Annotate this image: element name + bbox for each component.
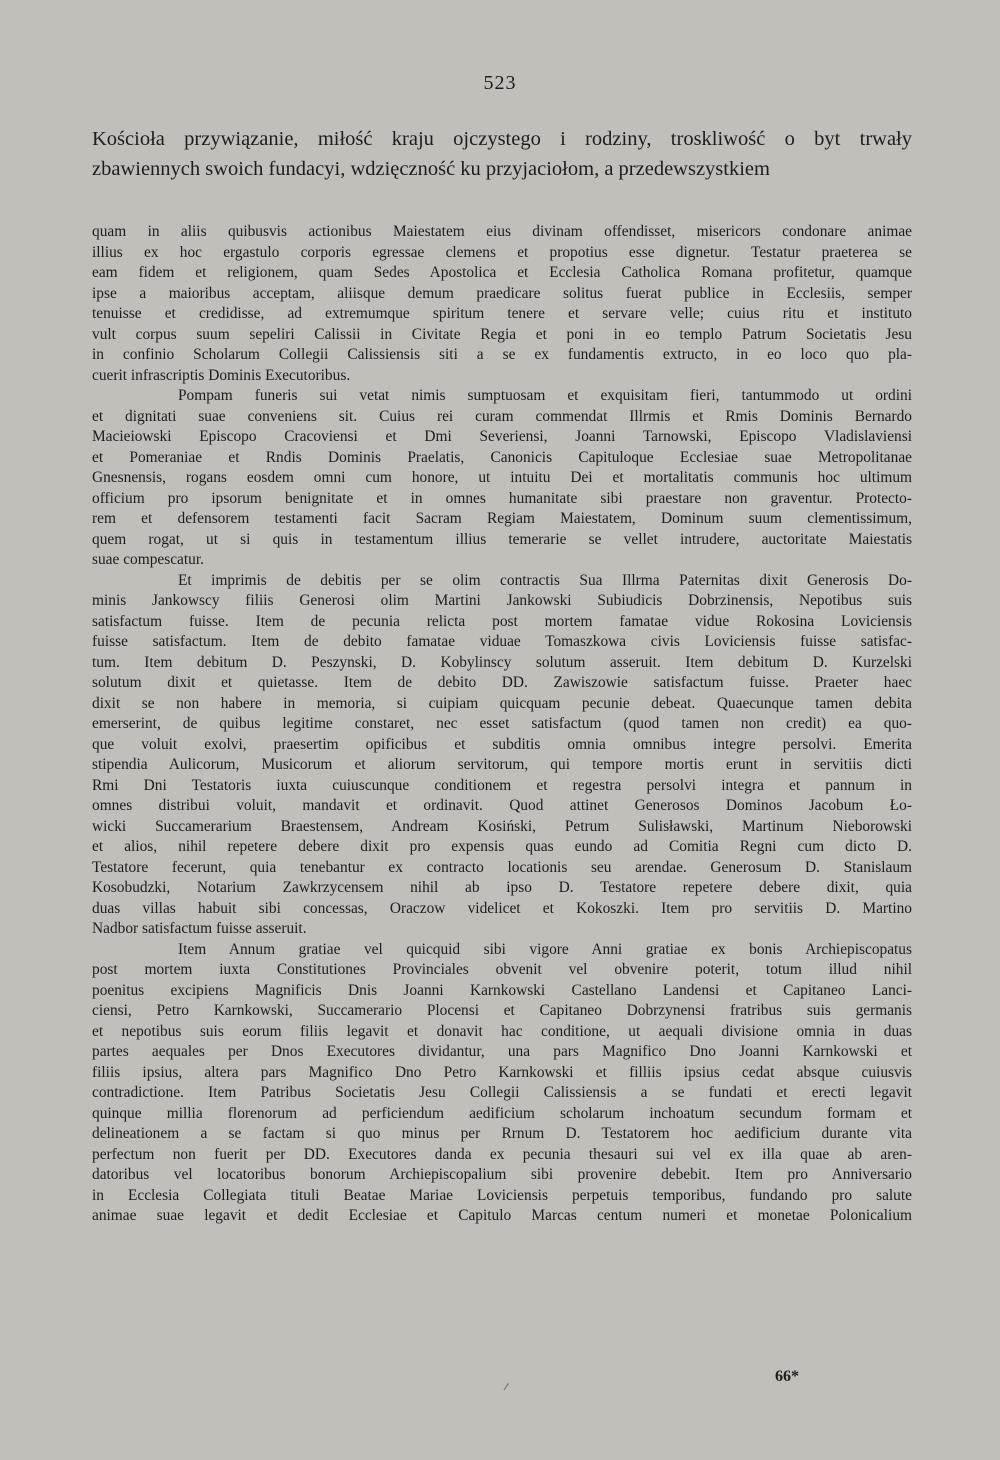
text-line: Pompam funeris sui vetat nimis sumptuosam et exquisitam fieri, tantummodo ut ordini <box>178 387 912 404</box>
text-line: wicki Succamerarium Braestensem, Andream Kosiński, Petrum Sulisławski, Martinum Nieborowski <box>92 817 912 835</box>
text-line: Gnesnensis, rogans eosdem omni cum honore, ut intuitu Dei et mortalitatis communis hoc ultimum <box>92 469 912 486</box>
heading-line-2: zbawiennych swoich fundacyi, wdzięczność ku przyjaciołom, a przedewszystkiem <box>92 158 770 180</box>
text-line: animae suae legavit et dedit Ecclesiae et Capitulo Marcas centum numeri et monetae Polonicalium <box>92 1207 912 1224</box>
text-line: datoribus vel locatoribus bonorum Archiepiscopalium sibi provenire debebit. Item pro Anniversario <box>92 1166 912 1183</box>
text-line: officium pro ipsorum benignitate et in omnes humanitate sibi praestare non graventur. Protecto- <box>92 489 912 507</box>
text-line: suae compescatur. <box>92 551 204 568</box>
text-line: minis Jankowscy filiis Generosi olim Martini Jankowski Subiudicis Dobrzinensis, Nepotibus suis <box>92 592 912 609</box>
text-line: in confinio Scholarum Collegii Calissiensis siti a se ex fundamentis extructo, in eo loco quo pla- <box>92 346 912 363</box>
text-line: Testatore fecerunt, quia tenebantur ex contracto locationis seu arendae. Generosum D. Stanislaum <box>92 858 912 876</box>
text-line: eam fidem et religionem, quam Sedes Apostolica et Ecclesia Catholica Romana profitetur, quamque <box>92 264 912 281</box>
text-line: poenitus excipiens Magnificis Dnis Joanni Karnkowski Castellano Landensi et Capitaneo Lanci- <box>92 981 912 999</box>
text-line: omnes distribui voluit, mandavit et ordinavit. Quod attinet Generosos Dominos Jacobum Ło- <box>92 797 912 814</box>
text-line: Kosobudzki, Notarium Zawkrzycensem nihil ab ipso D. Testatore repetere debere dixit, quia <box>92 879 912 896</box>
text-line: tenuisse et credidisse, ad extremumque spiritum tenere et servare velle; cuius ritu et instituto <box>92 305 912 322</box>
text-line: ipse a maioribus acceptam, aliisque demum praedicare solitus fuerat publice in Ecclesiis, semper <box>92 284 912 302</box>
text-line: Nadbor satisfactum fuisse asseruit. <box>92 920 307 937</box>
signature-mark: 66* <box>775 1368 799 1385</box>
text-line: emerserint, de quibus legitime constaret, nec esset satisfactum (quod tamen non credit) ea quo- <box>92 715 912 732</box>
heading-line-1: Kościoła przywiązanie, miłość kraju ojczystego i rodziny, troskliwość o byt trwały <box>92 128 912 150</box>
text-line: delineationem a se factam si quo minus per Rrnum D. Testatorem hoc aedificium durante vita <box>92 1125 912 1142</box>
text-line: rem et defensorem testamenti facit Sacram Regiam Maiestatem, Dominum suum clementissimum, <box>92 510 912 527</box>
text-line: in Ecclesia Collegiata tituli Beatae Mariae Loviciensis perpetuis temporibus, fundando pro salute <box>92 1186 912 1204</box>
text-line: post mortem iuxta Constitutiones Provinciales obvenit vel obvenire poterit, totum illud nihil <box>92 961 912 978</box>
text-line: stipendia Aulicorum, Musicorum et aliorum servitorum, qui tempore mortis erunt in servitiis dicti <box>92 756 912 773</box>
text-line: solutum dixit et quietasse. Item de debito DD. Zawiszowie satisfactum fuisse. Praeter haec <box>92 674 912 691</box>
text-line: et nepotibus suis eorum filiis legavit et donavit hac conditione, ut aequali divisione omnia in duas <box>92 1022 912 1040</box>
text-line: fuisse satisfactum. Item de debito famatae viduae Tomaszkowa civis Loviciensis fuisse satisfac- <box>92 633 912 650</box>
text-line: Et imprimis de debitis per se olim contractis Sua Illrma Paternitas dixit Generosis Do- <box>178 571 912 589</box>
text-line: et alios, nihil repetere debere dixit pro expensis quas eundo ad Comitia Regni cum dicto D. <box>92 838 912 855</box>
page-heading <box>92 124 912 184</box>
text-line: et dignitati suae conveniens sit. Cuius rei curam commendat Illrmis et Rmis Dominis Bernardo <box>92 407 912 425</box>
text-line: partes aequales per Dnos Executores dividantur, una pars Magnifico Dno Joanni Karnkowski et <box>92 1043 912 1060</box>
text-line: dixit se non habere in memoria, si cuipiam quicquam pecunie debeat. Quaecunque tamen debita <box>92 694 912 712</box>
text-line: Item Annum gratiae vel quicquid sibi vigore Anni gratiae ex bonis Archiepiscopatus <box>178 940 912 958</box>
body-text <box>92 222 912 1227</box>
text-line: Rmi Dni Testatoris iuxta cuiuscunque conditionem et regestra persolvi integra et pannum in <box>92 776 912 794</box>
text-line: satisfactum fuisse. Item de pecunia relicta post mortem famatae vidue Rokosina Loviciensis <box>92 612 912 630</box>
text-line: Macieiowski Episcopo Cracoviensi et Dmi Severiensi, Joanni Tarnowski, Episcopo Vladislaviensi <box>92 428 912 445</box>
pencil-mark <box>504 1383 516 1395</box>
text-line: quinque millia florenorum ad perficiendum aedificium scholarum inchoatum secundum formam et <box>92 1104 912 1122</box>
text-line: illius ex hoc ergastulo corporis egressae clemens et propotius esse dignetur. Testatur praeterea se <box>92 243 912 261</box>
text-line: contradictione. Item Patribus Societatis Jesu Collegii Calissiensis a se fundati et erecti legavit <box>92 1084 912 1101</box>
text-line: quem rogat, ut si quis in testamentum illius temerarie se vellet intrudere, auctoritate Maiestatis <box>92 530 912 548</box>
text-line: filiis ipsius, altera pars Magnifico Dno Petro Karnkowski et filliis ipsius cedat absque cuiusvis <box>92 1063 912 1081</box>
text-line: que voluit exolvi, praesertim opificibus et subditis omnia omnibus integre persolvi. Emerita <box>92 735 912 753</box>
text-line: tum. Item debitum D. Peszynski, D. Kobylinscy solutum asseruit. Item debitum D. Kurzelski <box>92 653 912 671</box>
page-number: 523 <box>483 72 517 94</box>
text-line: duas villas habuit sibi concessas, Oraczow videlicet et Kokoszki. Item pro servitiis D. Martino <box>92 899 912 917</box>
text-line: perfectum non fuerit per DD. Executores danda ex pecunia thesauri sui vel ex illa quae ab aren- <box>92 1145 912 1163</box>
text-line: et Pomeraniae et Rndis Dominis Praelatis, Canonicis Capituloque Ecclesiae suae Metropolitanae <box>92 448 912 466</box>
text-line: vult corpus suum sepeliri Calissii in Civitate Regia et poni in eo templo Patrum Societatis Jesu <box>92 325 912 343</box>
text-line: cuerit infrascriptis Dominis Executoribus. <box>92 366 351 384</box>
text-line: ciensi, Petro Karnkowski, Succamerario Plocensi et Capitaneo Dobrzynensi fratribus suis germanis <box>92 1002 912 1019</box>
text-line: quam in aliis quibusvis actionibus Maiestatem eius divinam offendisset, misericors condonare animae <box>92 223 912 240</box>
